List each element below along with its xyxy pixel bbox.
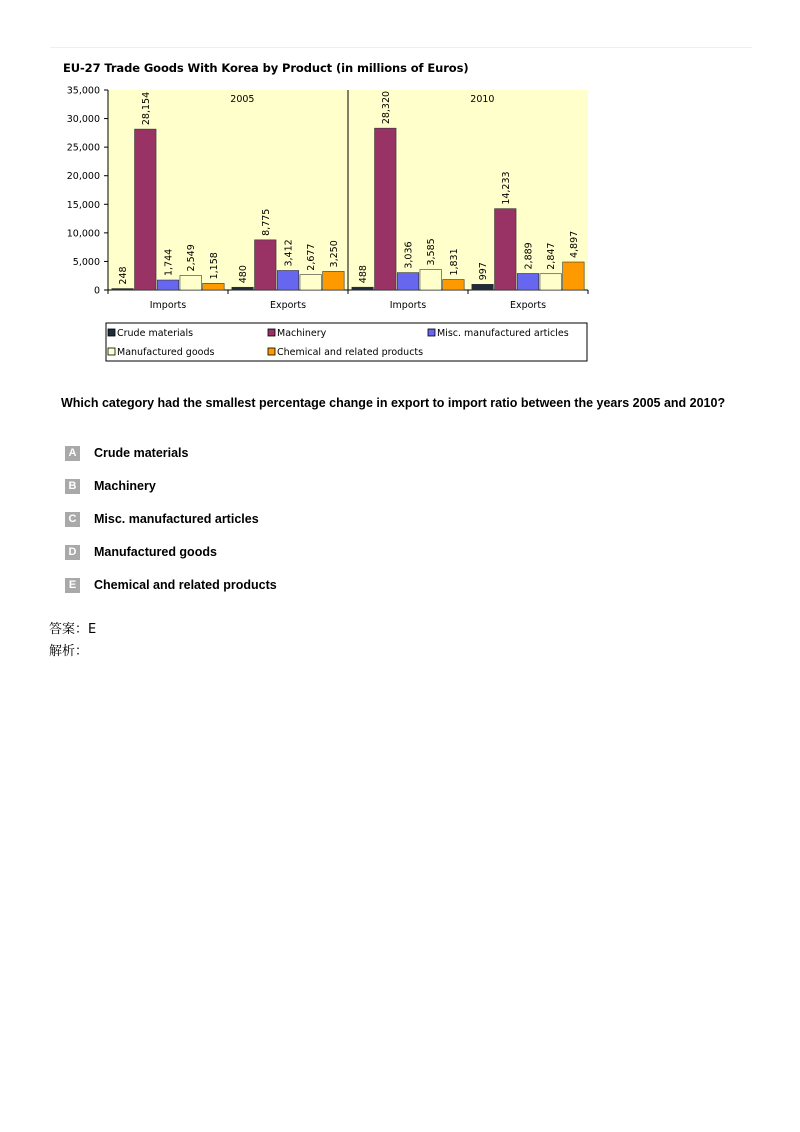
bar-value-label: 4,897: [568, 230, 580, 259]
option-d[interactable]: [65, 544, 217, 560]
y-tick-label: 30,000: [66, 114, 100, 126]
option-d-text: Manufactured goods: [94, 545, 217, 559]
legend-swatch: [428, 329, 435, 336]
y-tick-label: 20,000: [66, 171, 100, 183]
chart-title: EU-27 Trade Goods With Korea by Product (in millions of Euros): [63, 61, 469, 75]
legend-swatch: [268, 329, 275, 336]
option-a-text: Crude materials: [94, 446, 189, 460]
bar: [300, 275, 322, 290]
bar-value-label: 480: [238, 265, 250, 284]
legend-label: Chemical and related products: [277, 347, 424, 358]
legend-label: Crude materials: [117, 328, 194, 339]
bar-value-label: 2,889: [523, 242, 535, 270]
bar-chart: [0, 0, 800, 370]
option-c-text: Misc. manufactured articles: [94, 512, 259, 526]
legend-swatch: [108, 348, 115, 355]
bar-value-label: 3,412: [283, 239, 295, 267]
bar: [352, 287, 374, 290]
bar: [495, 209, 517, 290]
bar: [112, 289, 134, 290]
option-b[interactable]: [65, 478, 156, 494]
y-tick-label: 5,000: [72, 256, 100, 268]
bar: [397, 273, 419, 290]
bar: [420, 270, 442, 290]
bar-value-label: 1,158: [208, 252, 220, 280]
option-a-letter: A: [65, 446, 80, 461]
bar-value-label: 28,154: [140, 91, 152, 126]
legend-swatch: [108, 329, 115, 336]
legend-swatch: [268, 348, 275, 355]
bar: [323, 271, 345, 290]
option-b-letter: B: [65, 479, 80, 494]
bar-value-label: 2,549: [186, 244, 198, 272]
y-tick-label: 10,000: [66, 228, 100, 240]
y-tick-label: 35,000: [66, 85, 100, 97]
bar: [472, 284, 494, 290]
bar: [375, 128, 397, 290]
x-tick-label: Exports: [509, 300, 547, 311]
bar-value-label: 14,233: [500, 171, 512, 205]
x-tick-label: Imports: [149, 300, 187, 311]
bar-value-label: 488: [358, 265, 370, 284]
bar: [232, 287, 254, 290]
bar-value-label: 1,831: [448, 248, 460, 276]
bar-value-label: 3,585: [426, 238, 438, 266]
y-tick-label: 15,000: [66, 199, 100, 211]
question-text: Which category had the smallest percentage change in export to import ratio between the years 2005 and 2010?: [61, 396, 726, 410]
bar-value-label: 28,320: [380, 90, 392, 125]
bar: [563, 262, 585, 290]
bar: [540, 274, 562, 290]
bar: [255, 240, 276, 290]
option-c-letter: C: [65, 512, 80, 527]
y-tick-label: 25,000: [66, 142, 100, 154]
option-c[interactable]: [65, 511, 259, 527]
legend-label: Manufactured goods: [117, 347, 215, 358]
bar: [203, 283, 225, 290]
bar: [157, 280, 179, 290]
bar-value-label: 997: [478, 262, 490, 281]
bar: [277, 271, 299, 290]
bar-value-label: 1,744: [163, 248, 175, 277]
bar-value-label: 2,677: [306, 243, 318, 271]
bar: [517, 273, 539, 290]
x-tick-label: Imports: [389, 300, 427, 311]
option-e[interactable]: [65, 577, 277, 593]
bar-value-label: 2,847: [546, 242, 558, 270]
panel-label: 2010: [470, 94, 495, 105]
explanation-label: 解析：: [49, 644, 89, 659]
option-a[interactable]: [65, 445, 188, 461]
bar: [443, 280, 465, 290]
answer-text: 答案：E: [49, 622, 97, 637]
bar-value-label: 248: [118, 266, 130, 285]
legend-label: Misc. manufactured articles: [437, 328, 569, 339]
x-tick-label: Exports: [269, 300, 307, 311]
option-e-text: Chemical and related products: [94, 578, 277, 592]
panel-label: 2005: [230, 94, 255, 105]
option-e-letter: E: [65, 578, 80, 593]
bar-value-label: 8,775: [260, 208, 272, 236]
bar-value-label: 3,036: [403, 241, 415, 269]
bar: [135, 129, 157, 290]
bar: [180, 275, 202, 290]
option-b-text: Machinery: [94, 479, 156, 493]
legend-label: Machinery: [277, 328, 327, 339]
y-tick-label: 0: [93, 285, 100, 297]
bar-value-label: 3,250: [328, 240, 340, 268]
option-d-letter: D: [65, 545, 80, 560]
